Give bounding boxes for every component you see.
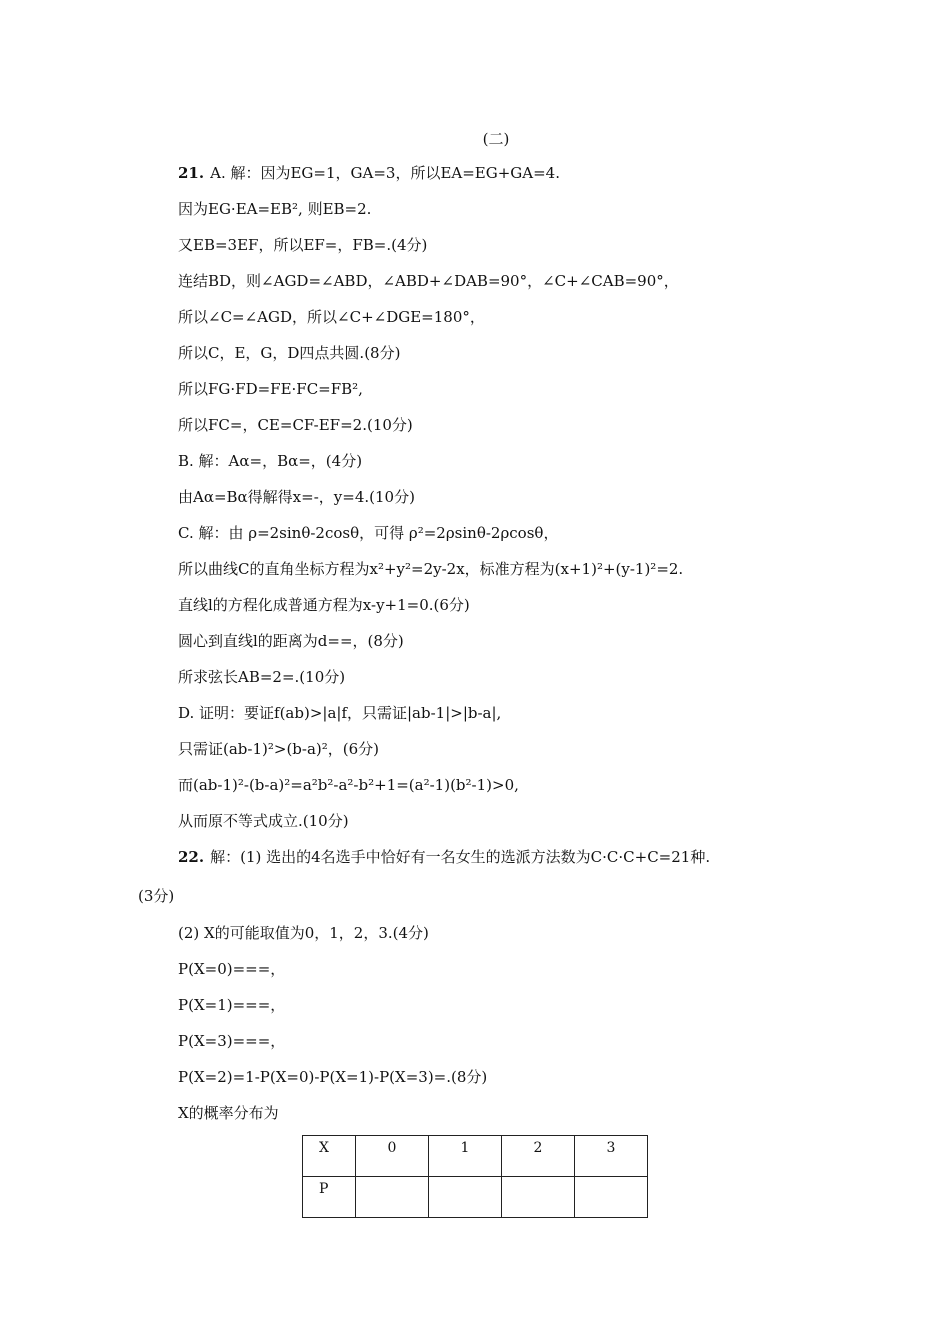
q22-line-2: (2) X的可能取值为0，1，2，3.(4分) <box>178 924 429 942</box>
q21-line-10: 由Aα=Bα得解得x=-，y=4.(10分) <box>178 488 415 506</box>
q21-line-14: 圆心到直线l的距离为d==，(8分) <box>178 632 404 650</box>
q21-line-16: D. 证明：要证f(ab)>|a|f，只需证|ab-1|>|b-a|, <box>178 704 502 722</box>
q21-line-7: 所以FG·FD=FE·FC=FB², <box>178 380 363 398</box>
table-cell: 0 <box>356 1136 429 1177</box>
q21-line-1 <box>178 163 560 183</box>
q21-line-8: 所以FC=，CE=CF-EF=2.(10分) <box>178 416 413 434</box>
q21-line-9: B. 解：Aα=，Bα=，(4分) <box>178 452 363 470</box>
q22-line-1-text: 解：(1) 选出的4名选手中恰好有一名女生的选派方法数为C·C·C+C=21种. <box>210 848 711 866</box>
q21-number: 21. <box>178 164 205 182</box>
q21-line-1-text: A. 解：因为EG=1，GA=3，所以EA=EG+GA=4. <box>210 164 560 182</box>
q22-line-6: P(X=2)=1-P(X=0)-P(X=1)-P(X=3)=.(8分) <box>178 1068 488 1086</box>
q22-line-5: P(X=3)===， <box>178 1032 286 1050</box>
q21-line-19: 从而原不等式成立.(10分) <box>178 812 349 830</box>
table-row <box>303 1177 648 1218</box>
q21-line-2: 因为EG·EA=EB², 则EB=2. <box>178 200 372 218</box>
q21-line-11: C. 解：由 ρ=2sinθ-2cosθ，可得 ρ²=2ρsinθ-2ρcosθ， <box>178 524 559 542</box>
table-cell: X <box>303 1136 356 1177</box>
table-cell: 1 <box>429 1136 502 1177</box>
table-cell: 2 <box>502 1136 575 1177</box>
section-title: (二) <box>482 130 510 148</box>
table-row <box>303 1136 648 1177</box>
q22-line-7: X的概率分布为 <box>178 1104 279 1122</box>
q21-line-3: 又EB=3EF，所以EF=，FB=.(4分) <box>178 236 428 254</box>
q21-line-5: 所以∠C=∠AGD，所以∠C+∠DGE=180°， <box>178 308 485 326</box>
q21-line-13: 直线l的方程化成普通方程为x-y+1=0.(6分) <box>178 596 470 614</box>
q22-line-1-continuation: (3分) <box>138 887 175 905</box>
table-cell <box>502 1177 575 1218</box>
q21-line-17: 只需证(ab-1)²>(b-a)²，(6分) <box>178 740 380 758</box>
q21-line-4: 连结BD，则∠AGD=∠ABD，∠ABD+∠DAB=90°，∠C+∠CAB=90°， <box>178 272 679 290</box>
q22-line-1 <box>178 847 710 867</box>
q22-line-4: P(X=1)===， <box>178 996 286 1014</box>
table-cell <box>356 1177 429 1218</box>
distribution-table <box>302 1135 648 1218</box>
q21-line-6: 所以C，E，G，D四点共圆.(8分) <box>178 344 401 362</box>
q21-line-12: 所以曲线C的直角坐标方程为x²+y²=2y-2x，标准方程为(x+1)²+(y-1)²=2. <box>178 560 684 578</box>
q21-line-18: 而(ab-1)²-(b-a)²=a²b²-a²-b²+1=(a²-1)(b²-1)>0, <box>178 776 519 794</box>
table-cell <box>429 1177 502 1218</box>
table-cell: 3 <box>575 1136 648 1177</box>
table-cell <box>575 1177 648 1218</box>
q22-line-3: P(X=0)===， <box>178 960 286 978</box>
q21-line-15: 所求弦长AB=2=.(10分) <box>178 668 346 686</box>
q22-number: 22. <box>178 848 205 866</box>
table-cell: P <box>303 1177 356 1218</box>
